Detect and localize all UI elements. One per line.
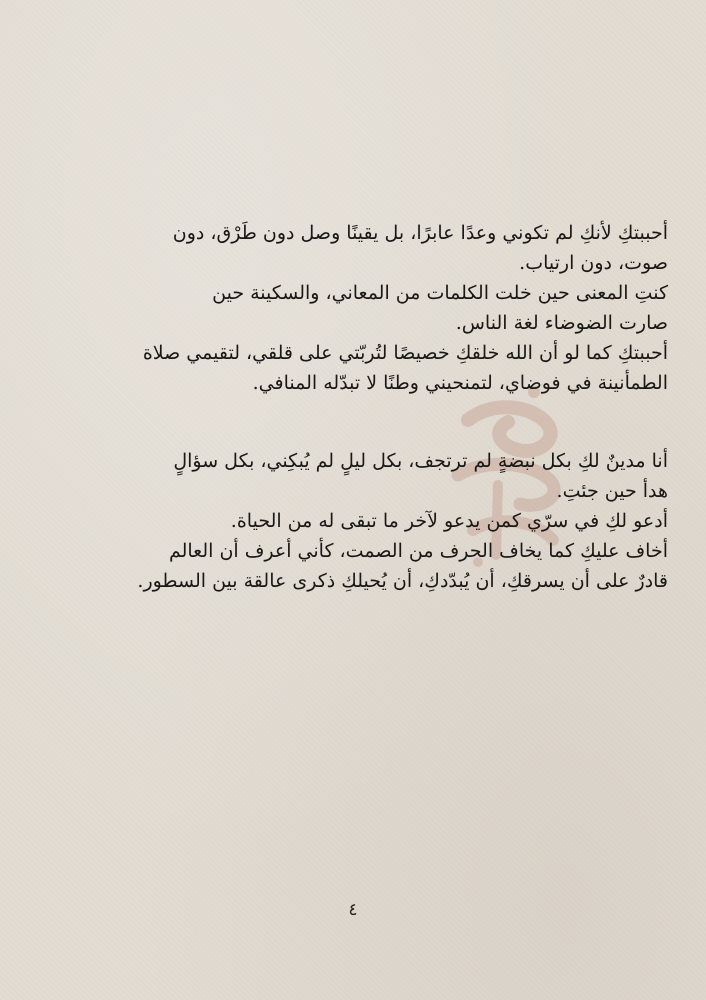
text-line: أحببتكِ لأنكِ لم تكوني وعدًا عابرًا، بل يقينًا وصل دون طَرْق، دون	[172, 222, 668, 244]
paragraph-4	[44, 446, 668, 506]
page-number: ٤	[348, 900, 358, 920]
paragraph-1	[44, 218, 668, 278]
text-line: كنتِ المعنى حين خلت الكلمات من المعاني، والسكينة حين	[212, 282, 668, 304]
text-line: قادرٌ على أن يسرقكِ، أن يُبدّدكِ، أن يُحيلكِ ذكرى عالقة بين السطور.	[137, 570, 668, 592]
paragraph-gap	[44, 398, 668, 446]
text-line: صوت، دون ارتياب.	[519, 252, 668, 274]
paragraph-5	[44, 506, 668, 536]
poem-body	[44, 218, 668, 596]
text-line: أنا مدينٌ لكِ بكل نبضةٍ لم ترتجف، بكل ليلٍ لم يُبكِني، بكل سؤالٍ	[173, 450, 668, 472]
text-line: أدعو لكِ في سرّي كمن يدعو لآخر ما تبقى له من الحياة.	[230, 510, 668, 532]
paragraph-6	[44, 536, 668, 596]
text-line: أخاف عليكِ كما يخاف الحرف من الصمت، كأني أعرف أن العالم	[168, 540, 668, 562]
text-line: صارت الضوضاء لغة الناس.	[455, 312, 668, 334]
text-line: أحببتكِ كما لو أن الله خلقكِ خصيصًا لتُربّتي على قلقي، لتقيمي صلاة	[142, 342, 668, 364]
text-line: الطمأنينة في فوضاي، لتمنحيني وطنًا لا تبدّله المنافي.	[252, 372, 668, 394]
paragraph-2	[44, 278, 668, 338]
paragraph-3	[44, 338, 668, 398]
text-line: هدأ حين جئتِ.	[556, 480, 668, 502]
